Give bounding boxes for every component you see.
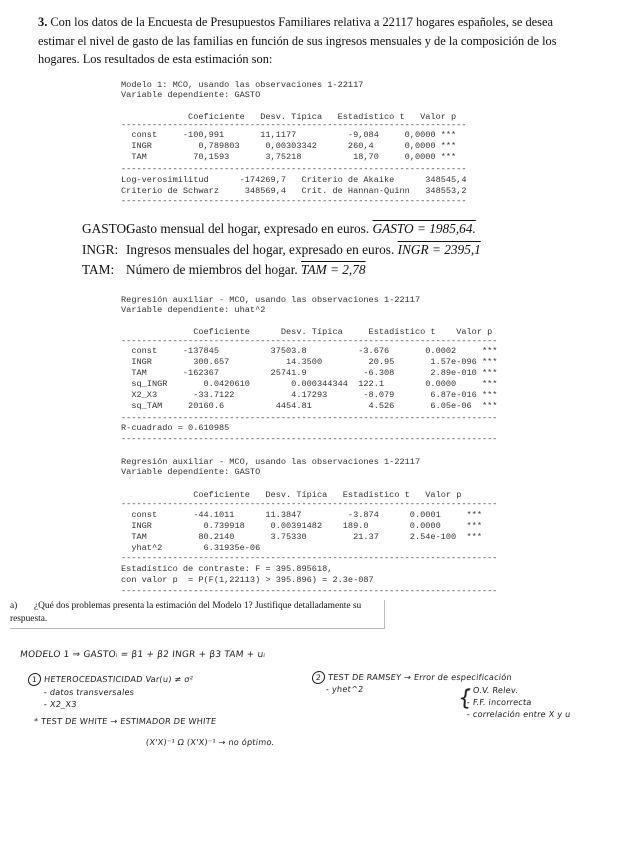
aux2-stat: Estadístico de contraste: F = 395.895618, bbox=[121, 564, 333, 574]
handwritten-note: - X2_X3 bbox=[43, 699, 78, 709]
handwritten-note: * TEST DE WHITE → ESTIMADOR DE WHITE bbox=[33, 716, 217, 726]
handwritten-point-1 bbox=[27, 673, 194, 686]
aux1-row: TAM -162367 25741.9 -6.308 2.89e-010 *** bbox=[121, 368, 498, 378]
point-1-title: HETEROCEDASTICIDAD Var(u) ≠ σ² bbox=[43, 674, 194, 684]
point-1-number: 1 bbox=[27, 673, 41, 686]
handwritten-note: - datos transversales bbox=[43, 687, 135, 697]
model1-row: INGR 0,789803 0,00303342 260,4 0,0000 *** bbox=[121, 141, 457, 151]
handwritten-note: (X'X)⁻¹ Ω (X'X)⁻¹ → no óptimo. bbox=[145, 737, 275, 747]
handwritten-note: - F.F. incorrecta bbox=[466, 697, 533, 707]
model1-rule: ------------------------------------------------------------------- bbox=[121, 120, 467, 130]
aux2-title: Regresión auxiliar - MCO, usando las observaciones 1-22117 bbox=[121, 457, 421, 467]
sub-question-a bbox=[10, 600, 385, 629]
aux2-row: yhat^2 6.31935e-06 bbox=[121, 543, 261, 553]
question-text: Con los datos de la Encuesta de Presupuestos Familiares relativa a 22117 hogares españoles, se desea estimar el nivel de gasto de las familias en función de sus ingresos mensuales y de la composición de los hogares. Los resultados de esta estimación son: bbox=[38, 15, 557, 67]
model1-depvar: Variable dependiente: GASTO bbox=[121, 90, 261, 100]
model1-stat: Log-verosimilitud -174269,7 Criterio de Akaike 348545,4 bbox=[121, 175, 467, 185]
handwritten-point-2 bbox=[311, 671, 512, 684]
sub-question-label: a) bbox=[10, 601, 18, 611]
definition-ingr: INGR: Ingresos mensuales del hogar, expresado en euros. INGR = 2395,1 bbox=[82, 241, 481, 257]
sub-question-text: ¿Qué dos problemas presenta la estimación del Modelo 1? Justifique detalladamente su respuesta. bbox=[10, 601, 362, 624]
aux1-row: INGR 300.657 14.3500 20.95 1.57e-096 *** bbox=[121, 357, 498, 367]
aux2-rule: ------------------------------------------------------------------------- bbox=[121, 553, 498, 563]
aux1-rule: ------------------------------------------------------------------------- bbox=[121, 434, 498, 444]
aux2-row: TAM 80.2140 3.75330 21.37 2.54e-100 *** bbox=[121, 532, 482, 542]
aux1-row: X2_X3 -33.7122 4.17293 -8.079 6.87e-016 *** bbox=[121, 390, 498, 400]
model1-stat: Criterio de Schwarz 348569,4 Crit. de Hannan-Quinn 348553,2 bbox=[121, 186, 467, 196]
definition-tam: TAM: Número de miembros del hogar. TAM = 2,78 bbox=[82, 262, 366, 277]
aux1-header: Coeficiente Desv. Típica Estadístico t Valor p bbox=[121, 327, 493, 337]
model1-rule: ------------------------------------------------------------------- bbox=[121, 196, 467, 206]
handwritten-note: - O.V. Relev. bbox=[466, 685, 519, 695]
handwritten-note: - correlación entre X y u bbox=[466, 709, 572, 719]
aux1-rsquared: R-cuadrado = 0.610985 bbox=[121, 423, 230, 433]
aux1-row: sq_TAM 20160.6 4454.81 4.526 6.05e-06 *** bbox=[121, 401, 498, 411]
model1-row: const -100,991 11,1177 -9,084 0,0000 *** bbox=[121, 130, 457, 140]
aux1-row: const -137845 37503.8 -3.676 0.0002 *** bbox=[121, 346, 498, 356]
aux1-rule: ------------------------------------------------------------------------- bbox=[121, 336, 498, 346]
aux2-rule: ------------------------------------------------------------------------- bbox=[121, 499, 498, 509]
aux2-stat: con valor p = P(F(1,22113) > 395.896) = 2.3e-087 bbox=[121, 575, 374, 585]
aux2-header: Coeficiente Desv. Típica Estadístico t Valor p bbox=[121, 490, 462, 500]
aux2-rule: ------------------------------------------------------------------------- bbox=[121, 586, 498, 596]
point-2-title: TEST DE RAMSEY → Error de especificación bbox=[327, 672, 513, 682]
aux2-row: INGR 0.739918 0.00391482 189.0 0.0000 *** bbox=[121, 521, 482, 531]
aux1-row: sq_INGR 0.0420610 0.000344344 122.1 0.0000 *** bbox=[121, 379, 498, 389]
aux2-row: const -44.1011 11.3847 -3.874 0.0001 *** bbox=[121, 510, 482, 520]
model1-header: Coeficiente Desv. Típica Estadístico t Valor p bbox=[121, 112, 457, 122]
handwritten-note: - yhet^2 bbox=[325, 684, 365, 694]
aux1-rule: ------------------------------------------------------------------------- bbox=[121, 413, 498, 423]
aux2-depvar: Variable dependiente: GASTO bbox=[121, 467, 261, 477]
model1-title: Modelo 1: MCO, usando las observaciones 1-22117 bbox=[121, 80, 364, 90]
aux1-title: Regresión auxiliar - MCO, usando las observaciones 1-22117 bbox=[121, 295, 421, 305]
curly-brace-icon: { bbox=[456, 686, 474, 711]
question-3 bbox=[38, 13, 590, 69]
definition-gasto: GASTO: Gasto mensual del hogar, expresado en euros. GASTO = 1985,64. bbox=[82, 221, 476, 236]
question-number: 3. bbox=[38, 15, 48, 29]
model1-rule: ------------------------------------------------------------------- bbox=[121, 164, 467, 174]
handwritten-model: MODELO 1 ⇒ GASTOᵢ = β1 + β2 INGR + β3 TAM + uᵢ bbox=[19, 650, 266, 660]
point-2-number: 2 bbox=[311, 671, 325, 684]
variable-definitions bbox=[82, 219, 481, 281]
aux1-depvar: Variable dependiente: uhat^2 bbox=[121, 305, 266, 315]
model1-row: TAM 70,1593 3,75218 18,70 0,0000 *** bbox=[121, 152, 457, 162]
